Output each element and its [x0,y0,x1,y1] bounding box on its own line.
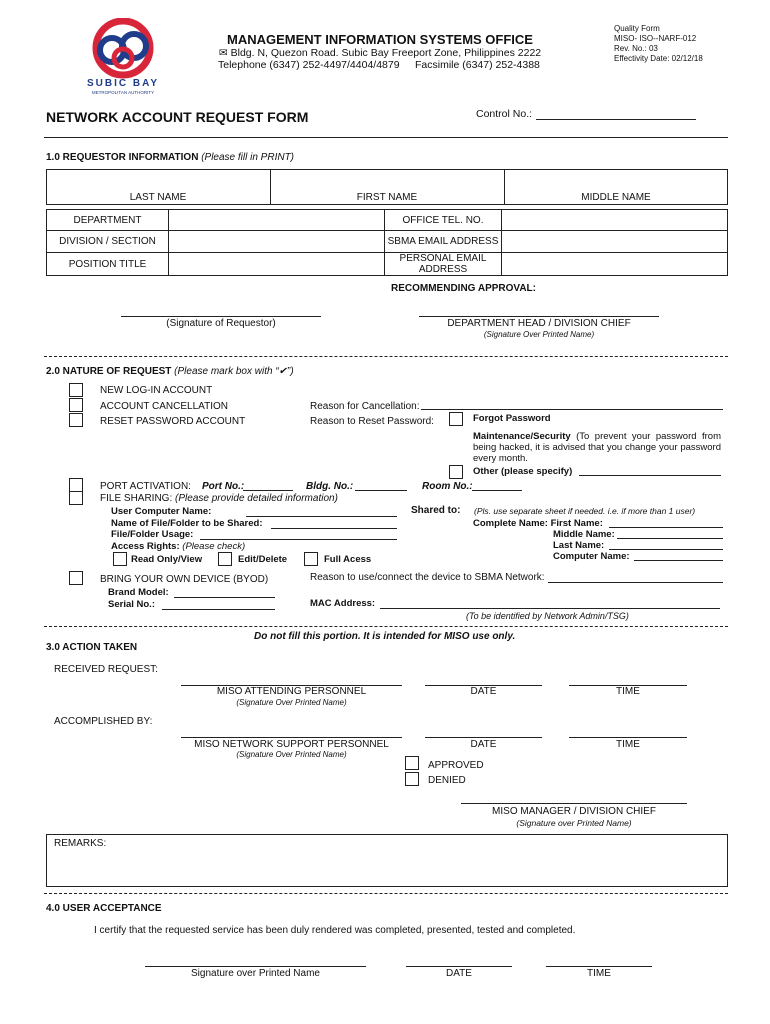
manager-note: (Signature over Printed Name) [516,818,632,828]
shared-to-label: Shared to: [411,505,461,516]
other-checkbox[interactable] [449,465,463,479]
file-sharing-checkbox[interactable] [69,491,83,505]
office-address [180,47,580,59]
position-label: POSITION TITLE [46,252,169,276]
divider-top [44,137,728,138]
last-name-label: LAST NAME [129,192,187,203]
miso-attending-label: MISO ATTENDING PERSONNEL [216,686,367,697]
sbma-logo [82,18,164,96]
middle-name-share-field[interactable] [617,538,723,539]
port-activation-label: PORT ACTIVATION: [100,481,191,492]
miso-only-notice: Do not fill this portion. It is intended for MISO use only. [254,631,516,642]
divider-section3 [44,626,728,627]
bldg-no-label: Bldg. No.: [306,481,354,492]
user-signature-label: Signature over Printed Name [191,968,320,979]
file-usage-field[interactable] [200,539,397,540]
reset-label: RESET PASSWORD ACCOUNT [100,416,246,427]
control-no-label: Control No.: [476,108,533,120]
full-access-checkbox[interactable] [304,552,318,566]
section2-heading [46,366,294,377]
rev-no: Rev. No.: 03 [614,44,658,53]
read-only-label: Read Only/View [131,554,203,565]
personal-email-input[interactable] [501,252,728,276]
edit-delete-label: Edit/Delete [238,554,288,565]
accomplished-time-line[interactable] [569,737,687,738]
room-no-field[interactable] [472,490,522,491]
last-name-share-label: Last Name: [553,540,605,551]
brand-model-field[interactable] [174,597,275,598]
control-no-field[interactable] [536,119,696,120]
dept-head-signature-line[interactable] [419,316,659,317]
user-computer-label: User Computer Name: [111,506,212,517]
serial-no-field[interactable] [162,609,275,610]
section4-heading: 4.0 USER ACCEPTANCE [46,903,162,914]
section3-heading: 3.0 ACTION TAKEN [46,642,138,653]
divider-section2 [44,356,728,357]
full-access-label: Full Acess [324,554,372,565]
office-title: MANAGEMENT INFORMATION SYSTEMS OFFICE [227,32,533,47]
mac-address-note: (To be identified by Network Admin/TSG) [466,611,629,621]
first-name-field[interactable] [609,527,723,528]
byod-reason-field[interactable] [548,582,723,583]
access-rights-label: Access Rights: [111,541,180,552]
position-input[interactable] [168,252,385,276]
name-of-file-field[interactable] [271,528,397,529]
dept-head-label: DEPARTMENT HEAD / DIVISION CHIEF [447,318,631,329]
file-sharing-label: FILE SHARING: [100,493,173,504]
mail-icon: ✉ [218,47,228,59]
maintenance-text [473,431,721,464]
user-computer-field[interactable] [246,516,397,517]
file-sharing-row [100,493,338,504]
received-time-label: TIME [616,686,640,697]
section2-note: (Please mark box with “✔”) [174,366,294,377]
miso-network-sig-line[interactable] [181,737,402,738]
logo-subtext: METROPOLITAN AUTHORITY [91,90,155,95]
user-signature-line[interactable] [145,966,366,967]
division-label: DIVISION / SECTION [46,230,169,253]
section2-title: 2.0 NATURE OF REQUEST [46,366,172,377]
quality-form: Quality Form [614,24,660,33]
department-input[interactable] [168,209,385,231]
byod-label: BRING YOUR OWN DEVICE (BYOD) [100,574,269,585]
sbma-email-label: SBMA EMAIL ADDRESS [384,230,502,253]
address-text: Bldg. N, Quezon Road. Subic Bay Freeport Zone, Philippines 2222 [230,47,542,59]
manager-sig-line[interactable] [461,803,687,804]
requestor-signature-line[interactable] [121,316,321,317]
office-tel-input[interactable] [501,209,728,231]
maintenance-label: Maintenance/Security [473,431,571,442]
user-date-line[interactable] [406,966,512,967]
doc-info [614,24,703,64]
facsimile: Facsimile (6347) 252-4388 [415,59,540,71]
miso-network-note: (Signature Over Printed Name) [236,750,347,759]
denied-checkbox[interactable] [405,772,419,786]
accomplished-date-label: DATE [470,739,497,750]
cancellation-checkbox[interactable] [69,398,83,412]
mac-address-label: MAC Address: [310,598,376,609]
effectivity-date: Effectivity Date: 02/12/18 [614,54,703,63]
serial-no-label: Serial No.: [108,599,155,610]
miso-network-label: MISO NETWORK SUPPORT PERSONNEL [194,739,389,750]
approved-checkbox[interactable] [405,756,419,770]
new-login-label: NEW LOG-IN ACCOUNT [100,385,213,396]
department-label: DEPARTMENT [46,209,169,231]
bldg-no-field[interactable] [355,490,407,491]
port-no-field[interactable] [243,490,293,491]
section1-heading [46,152,294,163]
accomplished-date-line[interactable] [425,737,542,738]
last-name-input[interactable] [48,171,268,189]
doc-code: MISO- ISO--NARF-012 [614,34,697,43]
port-activation-row [100,481,191,492]
sbma-email-input[interactable] [501,230,728,253]
file-sharing-note: (Please provide detailed information) [175,493,338,504]
logo-text: SUBIC BAY [86,78,160,89]
miso-attending-note: (Signature Over Printed Name) [236,698,347,707]
divider-section4 [44,893,728,894]
accomplished-label: ACCOMPLISHED BY: [54,716,153,727]
section1-note: (Please fill in PRINT) [201,152,295,163]
division-input[interactable] [168,230,385,253]
file-usage-label: File/Folder Usage: [111,529,194,540]
user-time-label: TIME [587,968,611,979]
mac-address-field[interactable] [380,608,720,609]
access-rights-note: (Please check) [182,541,246,552]
cancellation-label: ACCOUNT CANCELLATION [100,401,228,412]
complete-name-label: Complete Name: First Name: [473,518,603,529]
other-label: Other (please specify) [473,466,573,477]
remarks-box[interactable] [46,834,728,887]
middle-name-label: MIDDLE NAME [581,192,651,203]
user-time-line[interactable] [546,966,652,967]
brand-model-label: Brand Model: [108,587,169,598]
name-of-file-label: Name of File/Folder to be Shared: [111,518,263,529]
middle-name-share-label: Middle Name: [553,529,615,540]
other-field[interactable] [579,475,721,476]
last-name-share-field[interactable] [609,549,723,550]
computer-name-label: Computer Name: [553,551,630,562]
reset-checkbox[interactable] [69,413,83,427]
user-date-label: DATE [446,968,472,979]
port-activation-checkbox[interactable] [69,478,83,492]
dept-head-sig-note: (Signature Over Printed Name) [483,330,595,339]
reason-cancel-label: Reason for Cancellation: [310,401,420,412]
middle-name-input[interactable] [506,171,726,189]
forgot-password-checkbox[interactable] [449,412,463,426]
shared-to-note: (Pls. use separate sheet if needed. i.e. if more than 1 user) [474,506,696,516]
section1-title: 1.0 REQUESTOR INFORMATION [46,152,199,163]
edit-delete-checkbox[interactable] [218,552,232,566]
certify-text: I certify that the requested service has been duly rendered was completed, presented, tested and completed. [94,925,576,936]
office-tel-label: OFFICE TEL. NO. [384,209,502,231]
forgot-password-label: Forgot Password [473,413,551,424]
byod-reason-label: Reason to use/connect the device to SBMA Network: [310,572,545,583]
sbma-logo-icon [82,18,164,80]
form-title: NETWORK ACCOUNT REQUEST FORM [46,109,309,125]
maintenance-desc: (To prevent your password from being hacked, it is advised that you change your password every month. [473,431,721,464]
denied-label: DENIED [428,775,466,786]
byod-checkbox[interactable] [69,571,83,585]
requestor-signature-label: (Signature of Requestor) [166,318,276,329]
room-no-label: Room No.: [422,481,473,492]
read-only-checkbox[interactable] [113,552,127,566]
reason-cancel-field[interactable] [421,409,723,410]
received-date-label: DATE [470,686,497,697]
personal-email-label: PERSONAL EMAIL ADDRESS [384,252,502,276]
port-no-label: Port No.: [202,481,245,492]
computer-name-field[interactable] [634,560,723,561]
manager-label: MISO MANAGER / DIVISION CHIEF [492,806,656,817]
telephone: Telephone (6347) 252-4497/4404/4879 [218,59,400,71]
remarks-label: REMARKS: [54,838,107,849]
accomplished-time-label: TIME [616,739,640,750]
first-name-input[interactable] [272,171,502,189]
first-name-label: FIRST NAME [356,192,418,203]
recommending-approval: RECOMMENDING APPROVAL: [391,283,536,294]
new-login-checkbox[interactable] [69,383,83,397]
reason-reset-label: Reason to Reset Password: [310,416,434,427]
approved-label: APPROVED [428,760,484,771]
received-request-label: RECEIVED REQUEST: [54,664,158,675]
access-rights-row [111,541,245,552]
